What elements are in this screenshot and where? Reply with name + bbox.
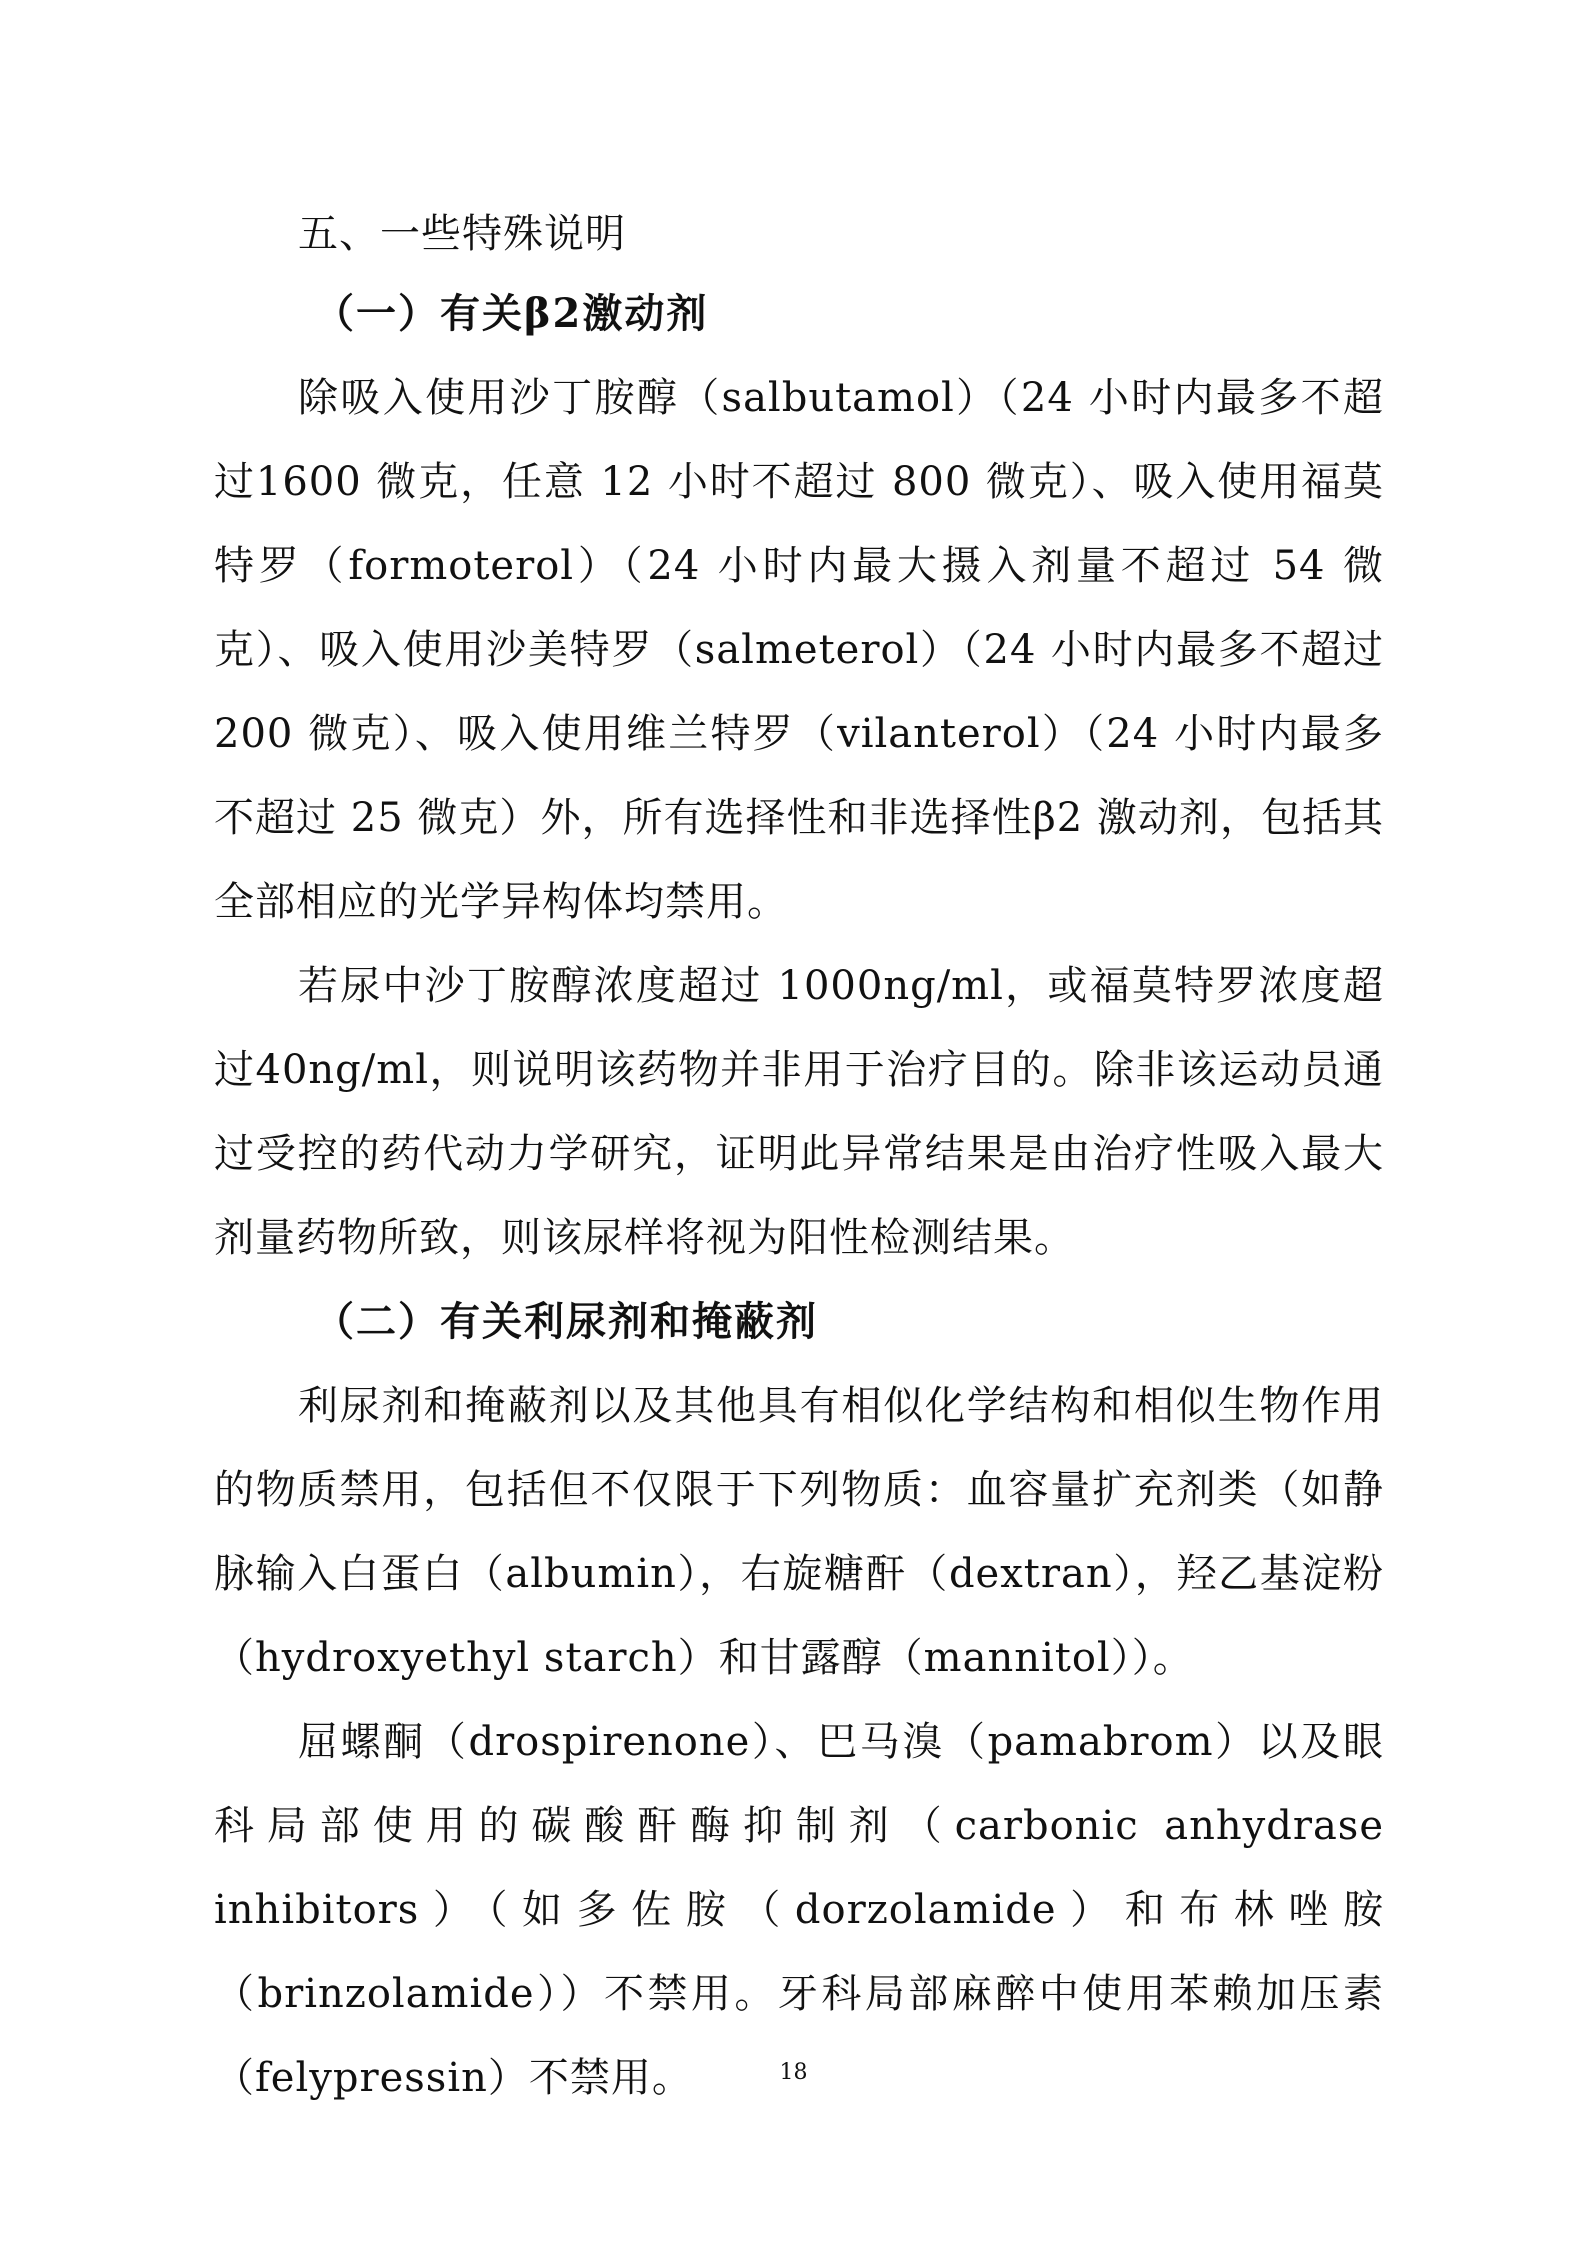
page-content [214,196,1384,2120]
subsection-heading-beta2: （一）有关β2激动剂 [314,290,709,337]
subsection-heading-diuretics: （二）有关利尿剂和掩蔽剂 [314,1298,818,1345]
paragraph-diuretics-exceptions: 屈螺酮（drospirenone）、巴马溴（pamabrom）以及眼科局部使用的碳酸酐酶抑制剂（carbonic anhydrase inhibitors）（如多佐胺（dorzolamide）和布林唑胺（brinzolamide））不禁用。牙科局部麻醉中使用苯赖加压素（felypressin）不禁用。 [214,1719,1384,2101]
paragraph-beta2-exceptions: 除吸入使用沙丁胺醇（salbutamol）（24 小时内最多不超过1600 微克，任意 12 小时不超过 800 微克）、吸入使用福莫特罗（formoterol）（24 小时内最大摄入剂量不超过 54 微克）、吸入使用沙美特罗（salmeterol）（24 小时内最多不超过 200 微克）、吸入使用维兰特罗（vilanterol）（24 小时内最多不超过 25 微克）外，所有选择性和非选择性β2 激动剂，包括其全部相应的光学异构体均禁用。 [214,375,1384,925]
paragraph-urine-threshold: 若尿中沙丁胺醇浓度超过 1000ng/ml，或福莫特罗浓度超过40ng/ml，则说明该药物并非用于治疗目的。除非该运动员通过受控的药代动力学研究，证明此异常结果是由治疗性吸入最大剂量药物所致，则该尿样将视为阳性检测结果。 [214,963,1384,1261]
section-heading: 五、一些特殊说明 [298,211,626,257]
page-number: 18 [779,2060,808,2085]
paragraph-diuretics-prohibited: 利尿剂和掩蔽剂以及其他具有相似化学结构和相似生物作用的物质禁用，包括但不仅限于下列物质：血容量扩充剂类（如静脉输入白蛋白（albumin），右旋糖酐（dextran），羟乙基淀粉（hydroxyethyl starch）和甘露醇（mannitol））。 [214,1383,1384,1681]
